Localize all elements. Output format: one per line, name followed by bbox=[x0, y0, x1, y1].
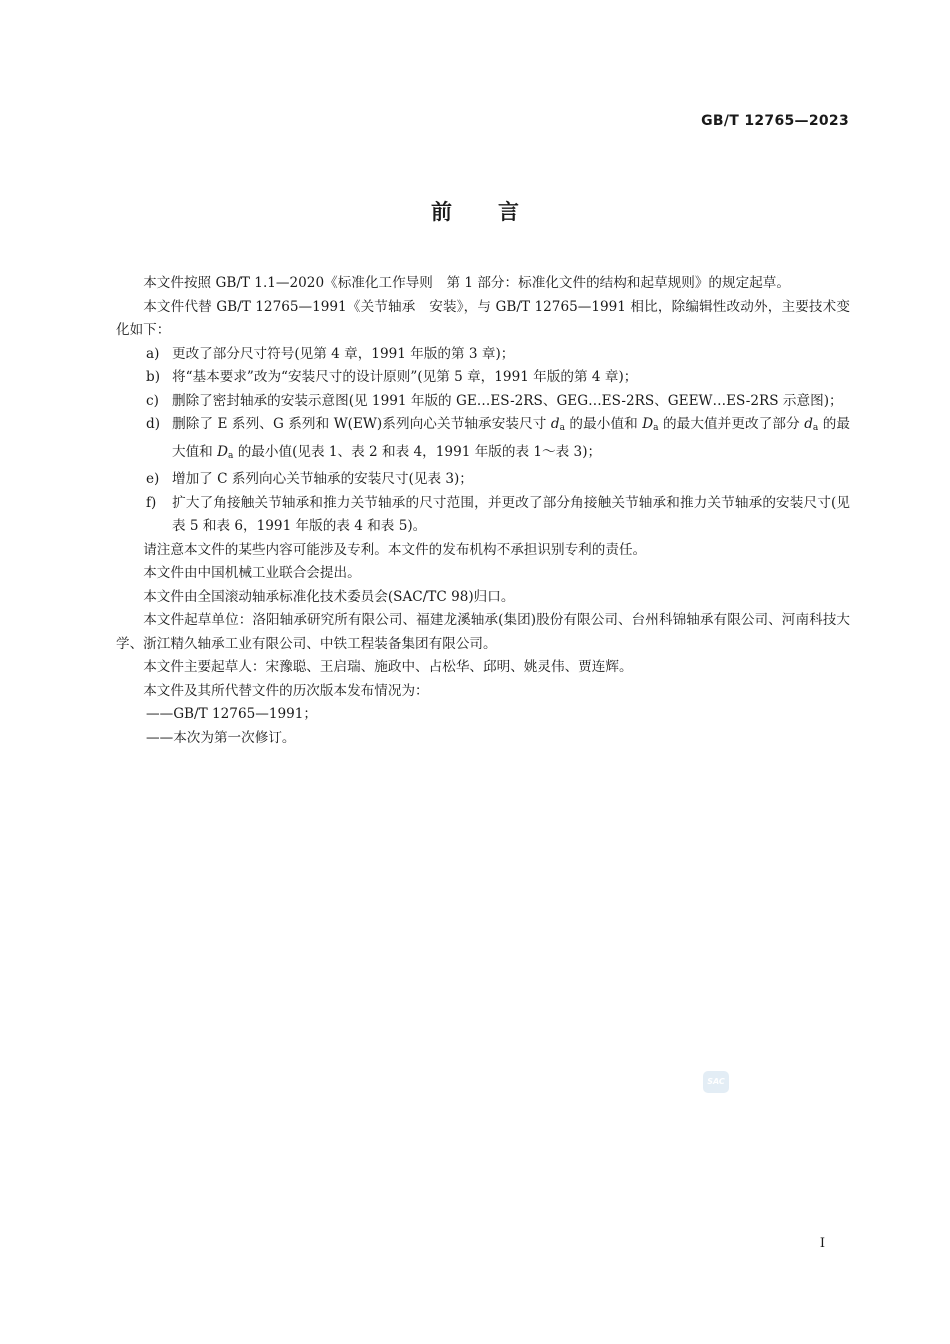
history-item: ——GB/T 12765—1991； bbox=[146, 706, 318, 722]
page-title: 前言 bbox=[431, 200, 565, 224]
paragraph-proposed-by: 本文件由中国机械工业联合会提出。 bbox=[143, 565, 361, 581]
change-item-a bbox=[116, 343, 850, 367]
page-number: I bbox=[819, 1236, 825, 1251]
change-text: 的最大值并更改了部分 bbox=[658, 416, 805, 432]
change-text: 的最小值和 bbox=[564, 416, 643, 432]
change-text: 的最小值(见表 1、表 2 和表 4，1991 年版的表 1～表 3)； bbox=[233, 443, 602, 460]
paragraph-under-jurisdiction: 本文件由全国滚动轴承标准化技术委员会(SAC/TC 98)归口。 bbox=[143, 588, 515, 605]
change-item-f bbox=[116, 492, 850, 539]
change-label: b) bbox=[146, 369, 161, 385]
change-item-c bbox=[116, 390, 850, 414]
foreword-body bbox=[116, 272, 850, 750]
change-text: 删除了 E 系列、G 系列和 W(EW)系列向心关节轴承安装尺寸 bbox=[172, 416, 551, 432]
standard-number: GB/T 12765—2023 bbox=[701, 113, 849, 129]
change-item-b bbox=[116, 366, 850, 390]
change-text: 扩大了角接触关节轴承和推力关节轴承的尺寸范围，并更改了部分角接触关节轴承和推力关节轴承的安装尺寸(见表 5 和表 6，1991 年版的表 4 和表 5)。 bbox=[172, 494, 850, 534]
change-item-e bbox=[116, 468, 850, 492]
sac-watermark-logo: SAC bbox=[703, 1071, 729, 1093]
paragraph-replaces: 本文件代替 GB/T 12765—1991《关节轴承 安装》，与 GB/T 12765—1991 相比，除编辑性改动外，主要技术变化如下： bbox=[116, 298, 850, 338]
change-label: a) bbox=[146, 345, 160, 362]
paragraph-drafting-rules: 本文件按照 GB/T 1.1—2020《标准化工作导则 第 1 部分：标准化文件的结构和起草规则》的规定起草。 bbox=[143, 275, 790, 291]
change-text: 增加了 C 系列向心关节轴承的安装尺寸(见表 3)； bbox=[172, 471, 473, 487]
change-text: 删除了密封轴承的安装示意图(见 1991 年版的 GE…ES-2RS、GEG…ES-2RS、GEEW…ES-2RS 示意图)； bbox=[172, 392, 843, 409]
paragraph-drafting-units: 本文件起草单位：洛阳轴承研究所有限公司、福建龙溪轴承(集团)股份有限公司、台州科锦轴承有限公司、河南科技大学、浙江精久轴承工业有限公司、中铁工程装备集团有限公司。 bbox=[116, 612, 850, 652]
change-label: d) bbox=[146, 416, 161, 432]
change-label: f) bbox=[146, 494, 157, 511]
paragraph-patent-notice: 请注意本文件的某些内容可能涉及专利。本文件的发布机构不承担识别专利的责任。 bbox=[143, 541, 647, 558]
subscript-a: a bbox=[559, 423, 565, 433]
symbol-D: D bbox=[642, 416, 654, 432]
paragraph-version-history: 本文件及其所代替文件的历次版本发布情况为： bbox=[143, 682, 429, 699]
paragraph-drafters: 本文件主要起草人：宋豫聪、王启瑞、施政中、占松华、邱明、姚灵伟、贾连辉。 bbox=[143, 659, 633, 675]
subscript-a: a bbox=[228, 450, 234, 461]
change-label: c) bbox=[146, 392, 159, 409]
change-label: e) bbox=[146, 471, 160, 487]
change-text: 将“基本要求”改为“安装尺寸的设计原则”(见第 5 章，1991 年版的第 4 章)； bbox=[172, 369, 638, 385]
change-text: 更改了部分尺寸符号(见第 4 章，1991 年版的第 3 章)； bbox=[172, 345, 515, 362]
symbol-d: d bbox=[804, 416, 813, 432]
symbol-d: d bbox=[550, 416, 560, 432]
subscript-a: a bbox=[812, 423, 819, 433]
change-item-d bbox=[116, 413, 850, 468]
symbol-D: D bbox=[217, 443, 229, 460]
subscript-a: a bbox=[653, 423, 659, 433]
change-text: 的最大值和 bbox=[172, 416, 850, 460]
history-item: ——本次为第一次修订。 bbox=[146, 729, 296, 746]
